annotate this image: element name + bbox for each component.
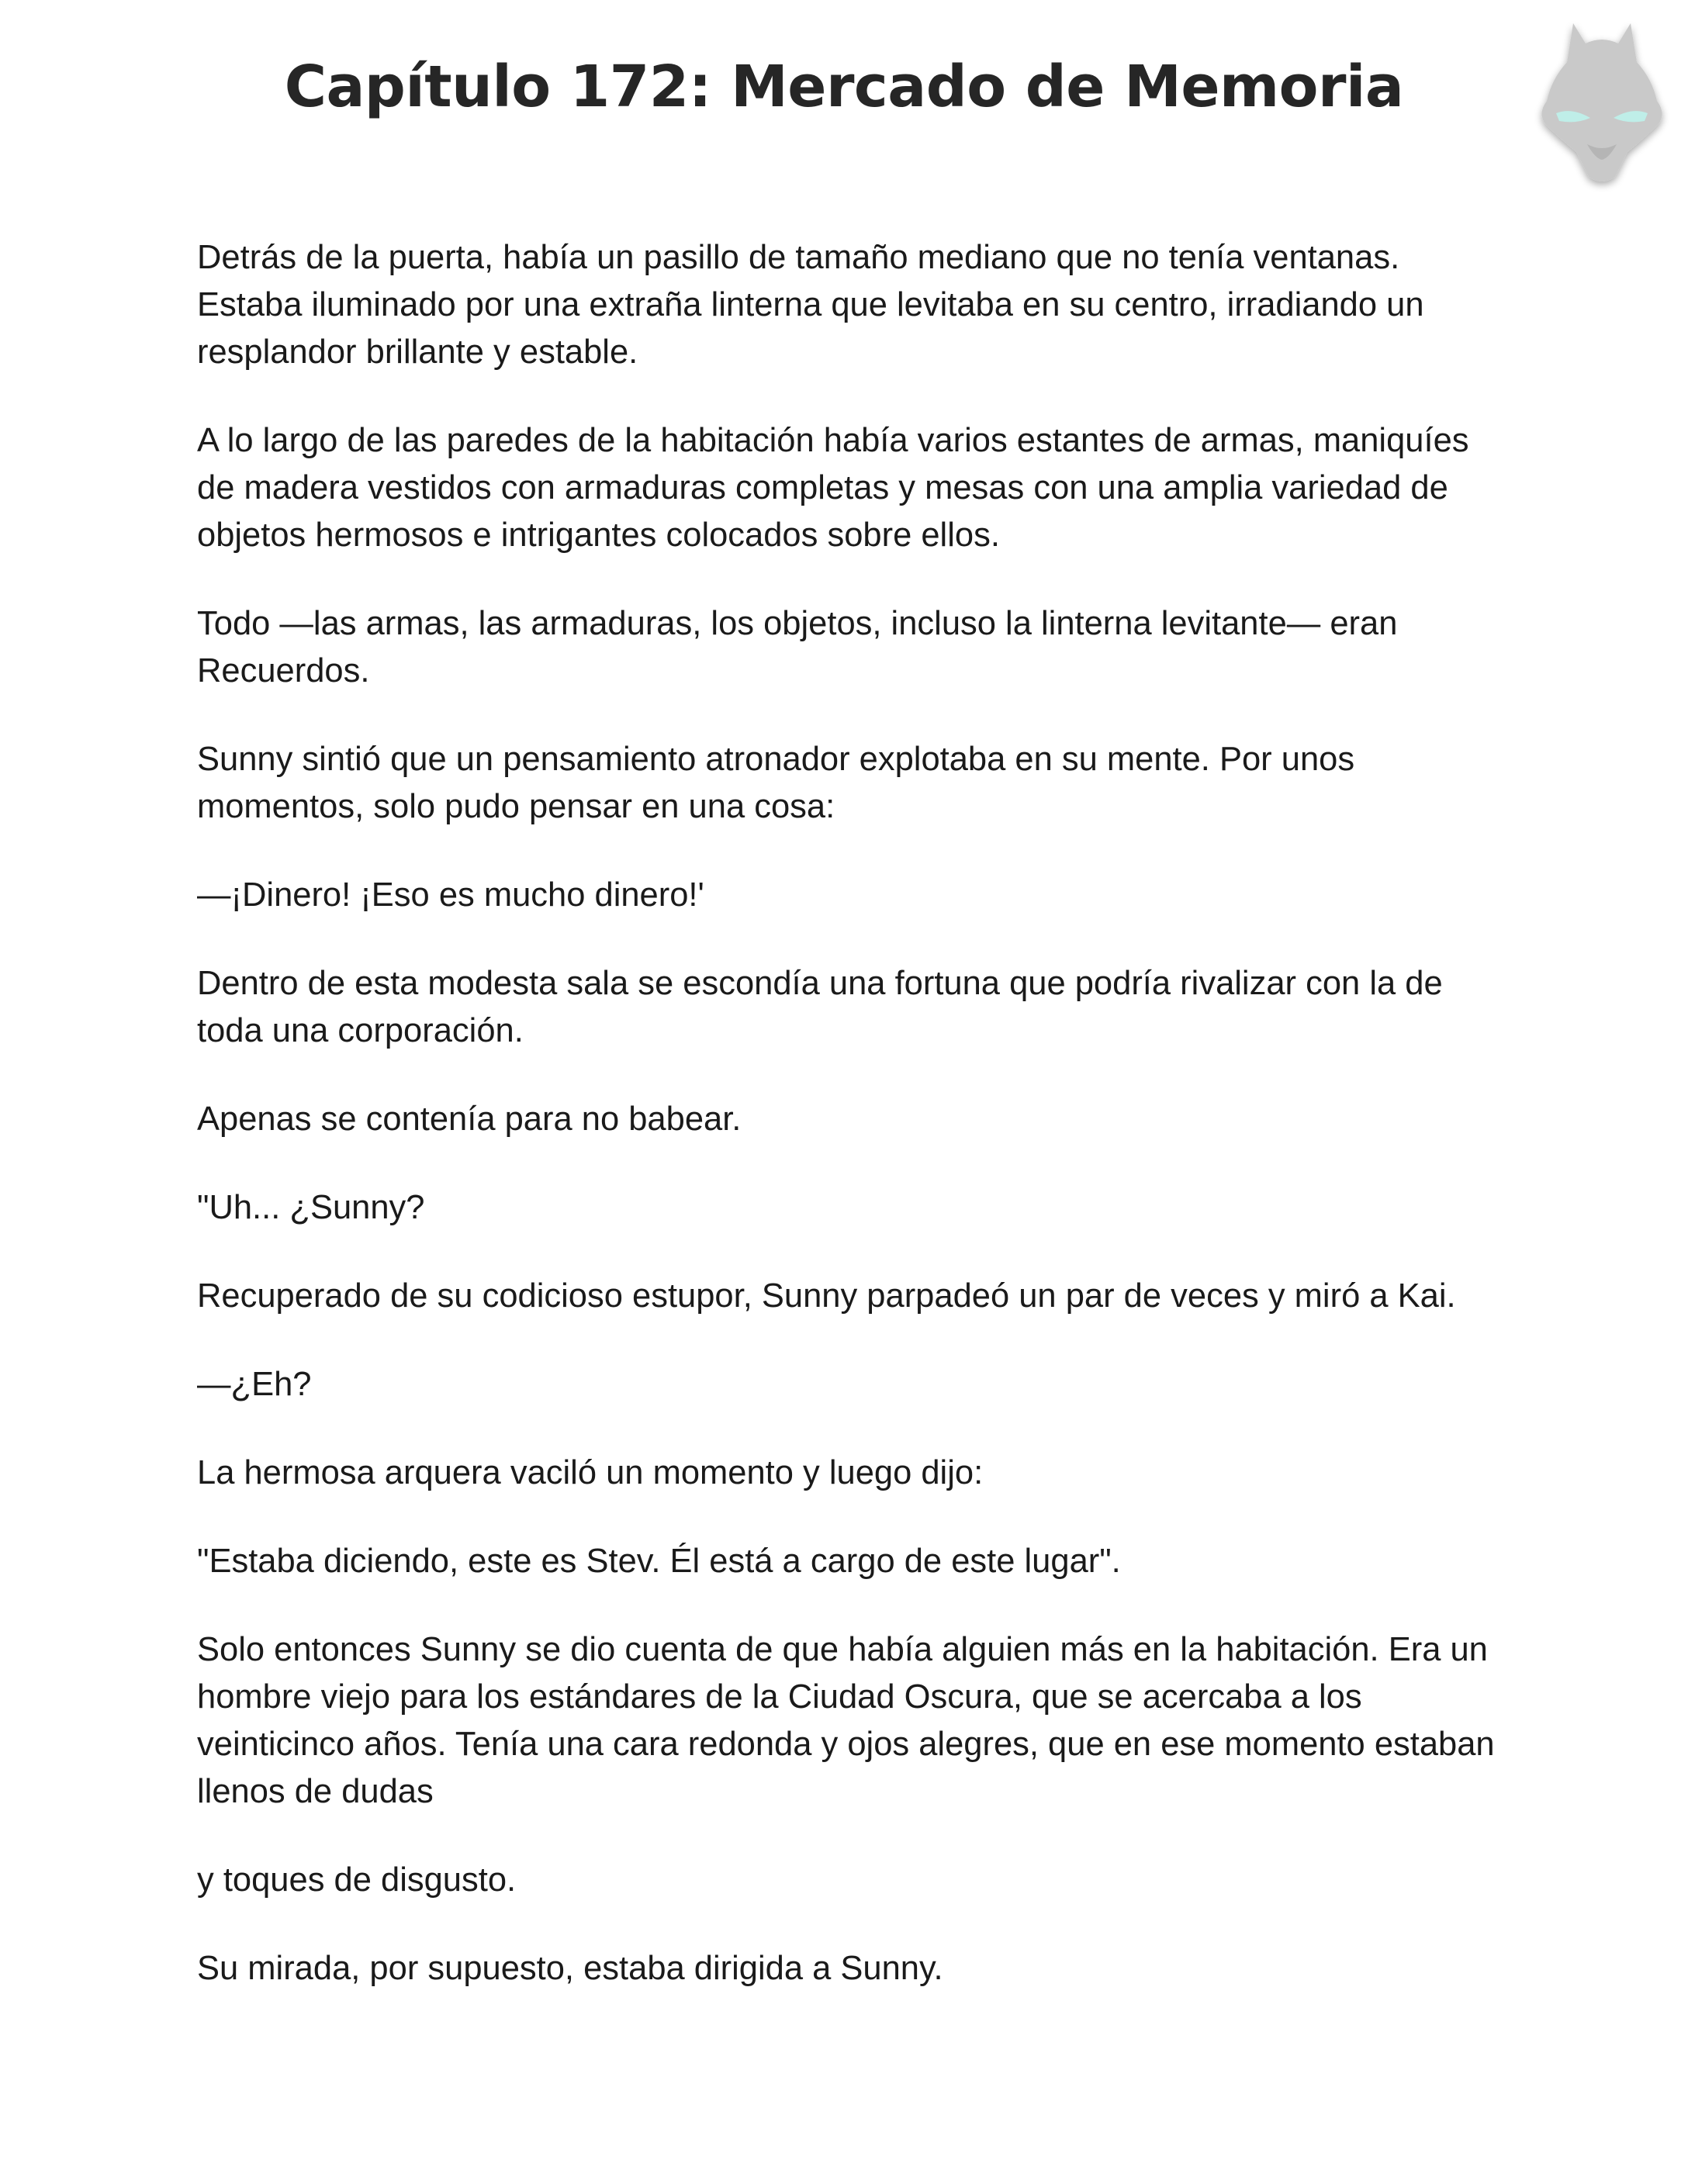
paragraph: Recuperado de su codicioso estupor, Sunny parpadeó un par de veces y miró a Kai.	[197, 1277, 1456, 1315]
paragraph: Detrás de la puerta, había un pasillo de tamaño mediano que no tenía ventanas. Estaba iluminado por una extraña linterna que levitaba en su centro, irradiando un resplandor brillante y estable.	[197, 239, 1424, 371]
chapter-body	[197, 234, 1508, 2034]
paragraph: Sunny sintió que un pensamiento atronador explotaba en su mente. Por unos momentos, solo pudo pensar en una cosa:	[197, 741, 1355, 825]
paragraph: Apenas se contenía para no babear.	[197, 1101, 742, 1138]
paragraph: A lo largo de las paredes de la habitación había varios estantes de armas, maniquíes de madera vestidos con armaduras completas y mesas con una amplia variedad de objetos hermosos e intrigantes colocados sobre ellos.	[197, 422, 1469, 554]
paragraph: Solo entonces Sunny se dio cuenta de que había alguien más en la habitación. Era un hombre viejo para los estándares de la Ciudad Oscura, que se acercaba a los veinticinco años. Tenía una cara redonda y ojos alegres, que en ese momento estaban llenos de dudas	[197, 1631, 1495, 1810]
paragraph: La hermosa arquera vaciló un momento y luego dijo:	[197, 1454, 984, 1491]
paragraph: Su mirada, por supuesto, estaba dirigida a Sunny.	[197, 1950, 943, 1987]
paragraph: —¡Dinero! ¡Eso es mucho dinero!'	[197, 876, 704, 914]
paragraph: Dentro de esta modesta sala se escondía una fortuna que podría rivalizar con la de toda una corporación.	[197, 965, 1443, 1049]
paragraph: y toques de disgusto.	[197, 1861, 517, 1899]
demon-head-watermark-icon	[1528, 14, 1676, 192]
paragraph: —¿Eh?	[197, 1366, 312, 1403]
paragraph: "Estaba diciendo, este es Stev. Él está a cargo de este lugar".	[197, 1543, 1121, 1580]
paragraph: "Uh... ¿Sunny?	[197, 1189, 425, 1226]
paragraph: Todo —las armas, las armaduras, los objetos, incluso la linterna levitante— eran Recuerdos.	[197, 605, 1398, 689]
chapter-title: Capítulo 172: Mercado de Memoria	[284, 54, 1404, 120]
